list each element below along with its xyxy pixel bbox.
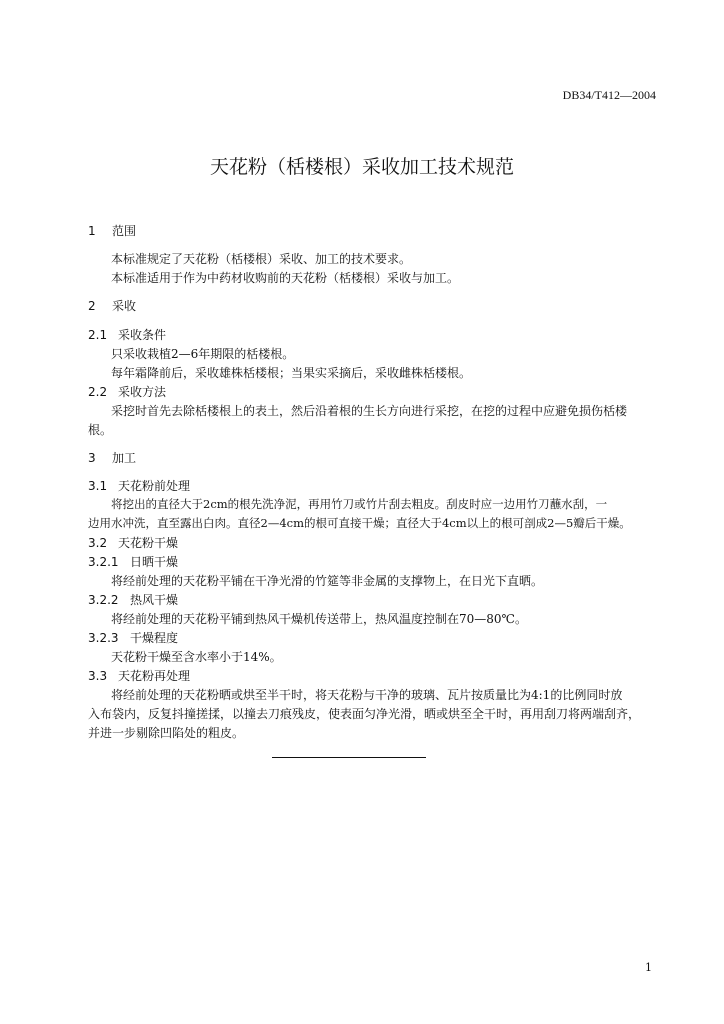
end-rule [272,757,426,758]
section-number: 2.1 [88,328,108,342]
paragraph: 本标准规定了天花粉（栝楼根）采收、加工的技术要求。 [111,252,412,266]
section-title: 天花粉再处理 [118,669,191,683]
section-number: 3 [88,451,96,465]
standard-code: DB34/T412—2004 [562,88,656,102]
paragraph-line: 将挖出的直径大于2cm的根先洗净泥，再用竹刀或竹片刮去粗皮。刮皮时应一边用竹刀蘸水刮，一 [111,497,608,511]
section-title: 日晒干燥 [130,555,179,569]
paragraph-line: 采挖时首先去除栝楼根上的表土，然后沿着根的生长方向进行采挖，在挖的过程中应避免损伤栝楼 [111,404,628,418]
section-title: 天花粉前处理 [118,479,191,493]
document-title: 天花粉（栝楼根）采收加工技术规范 [209,156,514,178]
section-1-heading [88,222,136,239]
section-3-3-heading [88,667,190,684]
section-number: 3.3 [88,669,108,683]
paragraph: 本标准适用于作为中药材收购前的天花粉（栝楼根）采收与加工。 [111,271,460,285]
section-3-2-1-heading [88,553,178,570]
section-3-2-2-heading [88,591,178,608]
paragraph-line: 根。 [88,423,113,437]
paragraph-line: 边用水冲洗，直至露出白肉。直径2—4cm的根可直接干燥；直径大于4cm以上的根可剖成2—5瓣后干燥。 [88,516,631,530]
paragraph-line: 将经前处理的天花粉晒或烘至半干时，将天花粉与干净的玻璃、瓦片按质量比为4:1的比例同时放 [111,688,623,702]
section-title: 加工 [112,451,137,465]
section-number: 3.2.2 [88,593,119,607]
section-number: 3.2.1 [88,555,119,569]
paragraph: 将经前处理的天花粉平铺在干净光滑的竹筵等非金属的支撑物上，在日光下直晒。 [111,574,544,588]
section-title: 干燥程度 [130,631,179,645]
section-number: 3.1 [88,479,108,493]
section-number: 3.2.3 [88,631,119,645]
section-title: 范围 [112,224,137,238]
section-number: 2.2 [88,385,108,399]
paragraph-line: 入布袋内，反复抖撞搓揉，以撞去刀痕残皮，使表面匀净光滑，晒或烘至全干时，再用刮刀将两端刮齐， [88,707,641,721]
section-3-2-3-heading [88,629,178,646]
section-3-1-heading [88,477,190,494]
paragraph: 只采收栽植2—6年期限的栝楼根。 [111,347,295,361]
section-number: 3.2 [88,536,108,550]
section-title: 热风干燥 [130,593,179,607]
section-3-2-heading [88,534,178,551]
section-2-1-heading [88,326,166,343]
section-title: 天花粉干燥 [118,536,179,550]
section-title: 采收条件 [118,328,167,342]
paragraph-line: 并进一步剔除凹陷处的粗皮。 [88,726,245,740]
paragraph: 将经前处理的天花粉平铺到热风干燥机传送带上，热风温度控制在70—80℃。 [111,612,527,626]
paragraph: 天花粉干燥至含水率小于14%。 [111,650,282,664]
section-number: 1 [88,224,96,238]
section-3-heading [88,449,136,466]
section-title: 采收 [112,299,137,313]
section-2-heading [88,297,136,314]
section-2-2-heading [88,383,166,400]
paragraph: 每年霜降前后，采收雄株栝楼根；当果实采摘后，采收雌株栝楼根。 [111,366,472,380]
page-number: 1 [645,961,652,974]
section-title: 采收方法 [118,385,167,399]
section-number: 2 [88,299,96,313]
